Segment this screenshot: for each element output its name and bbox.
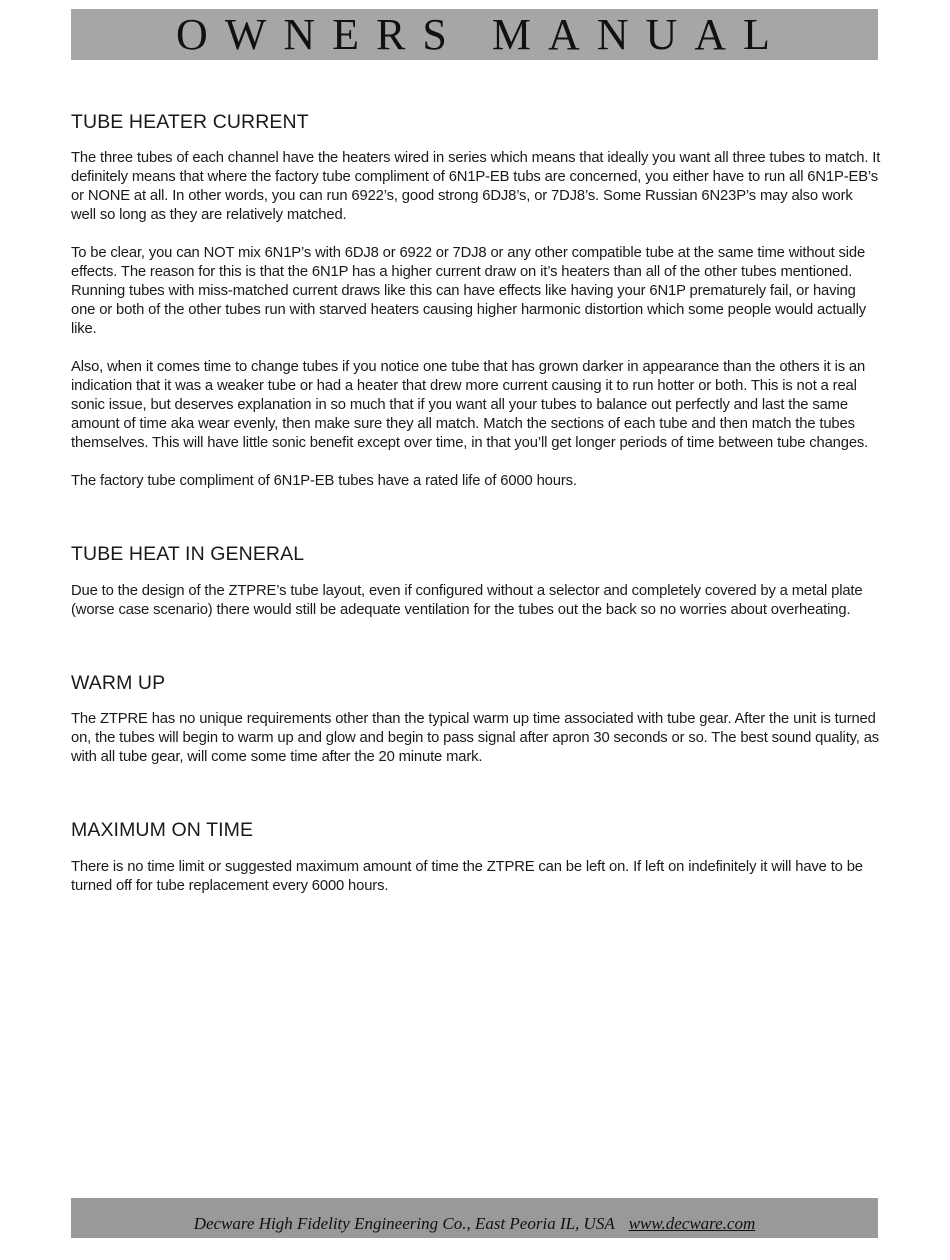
section-tube-heater-current bbox=[71, 111, 881, 491]
spacer bbox=[71, 639, 881, 672]
footer-text bbox=[194, 1214, 756, 1238]
footer-bar bbox=[71, 1198, 878, 1238]
manual-content bbox=[71, 111, 881, 915]
paragraph: The factory tube compliment of 6N1P-EB tubes have a rated life of 6000 hours. bbox=[71, 473, 577, 490]
section-warm-up bbox=[71, 672, 881, 767]
section-heading: WARM UP bbox=[71, 671, 166, 694]
section-maximum-on-time bbox=[71, 819, 881, 895]
paragraph: Also, when it comes time to change tubes if you notice one tube that has grown darker in appearance than the others it is an indication that it was a weaker tube or had a heater that drew more current causing it to run hotter or both. This is not a real sonic issue, but deserves explanation in so much that if you want all your tubes to balance out perfectly and last the same amount of time aka wear evenly, then make sure they all match. Match the sections of each tube and then match the tubes themselves. This will have little sonic benefit except over time, in that you’ll get longer periods of time between tube changes. bbox=[71, 359, 869, 452]
section-tube-heat-in-general bbox=[71, 543, 881, 619]
page-title: OWNERS MANUAL bbox=[176, 9, 787, 59]
paragraph: The ZTPRE has no unique requirements other than the typical warm up time associated with tube gear. After the unit is turned on, the tubes will begin to warm up and glow and begin to pass signal after apron 30 seconds or so. The best sound quality, as with all tube gear, will come some time after the 20 minute mark. bbox=[71, 711, 880, 766]
spacer bbox=[71, 786, 881, 819]
paragraph: Due to the design of the ZTPRE’s tube layout, even if configured without a selector and completely covered by a metal plate (worse case scenario) there would still be adequate ventilation for the tubes out the back so no worries about overheating. bbox=[71, 582, 863, 618]
header-bar bbox=[71, 9, 878, 60]
section-heading: TUBE HEATER CURRENT bbox=[71, 111, 309, 133]
paragraph: The three tubes of each channel have the heaters wired in series which means that ideally you want all three tubes to match. It definitely means that where the factory tube compliment of 6N1P-EB tubs are concerned, you either have to run all 6N1P-EB’s or NONE at all. In other words, you can run 6922’s, good strong 6DJ8’s, or 7DJ8’s. Some Russian 6N23P’s may also work well so long as they are relatively matched. bbox=[71, 150, 881, 224]
section-heading: TUBE HEAT IN GENERAL bbox=[71, 543, 305, 566]
section-heading: MAXIMUM ON TIME bbox=[71, 819, 254, 842]
footer-company: Decware High Fidelity Engineering Co., East Peoria IL, USA bbox=[193, 1214, 615, 1233]
footer-website-link[interactable]: www.decware.com bbox=[628, 1214, 756, 1233]
spacer bbox=[71, 510, 881, 543]
paragraph: There is no time limit or suggested maximum amount of time the ZTPRE can be left on. If left on indefinitely it will have to be turned off for tube replacement every 6000 hours. bbox=[71, 858, 863, 894]
paragraph: To be clear, you can NOT mix 6N1P’s with 6DJ8 or 6922 or 7DJ8 or any other compatible tube at the same time without side effects. The reason for this is that the 6N1P has a higher current draw on it’s heaters than all of the other tubes mentioned. Running tubes with miss-matched current draws like this can have effects like having your 6N1P prematurely fail, or having one or both of the other tubes run with starved heaters causing higher harmonic distortion which some people would actually like. bbox=[71, 245, 867, 338]
